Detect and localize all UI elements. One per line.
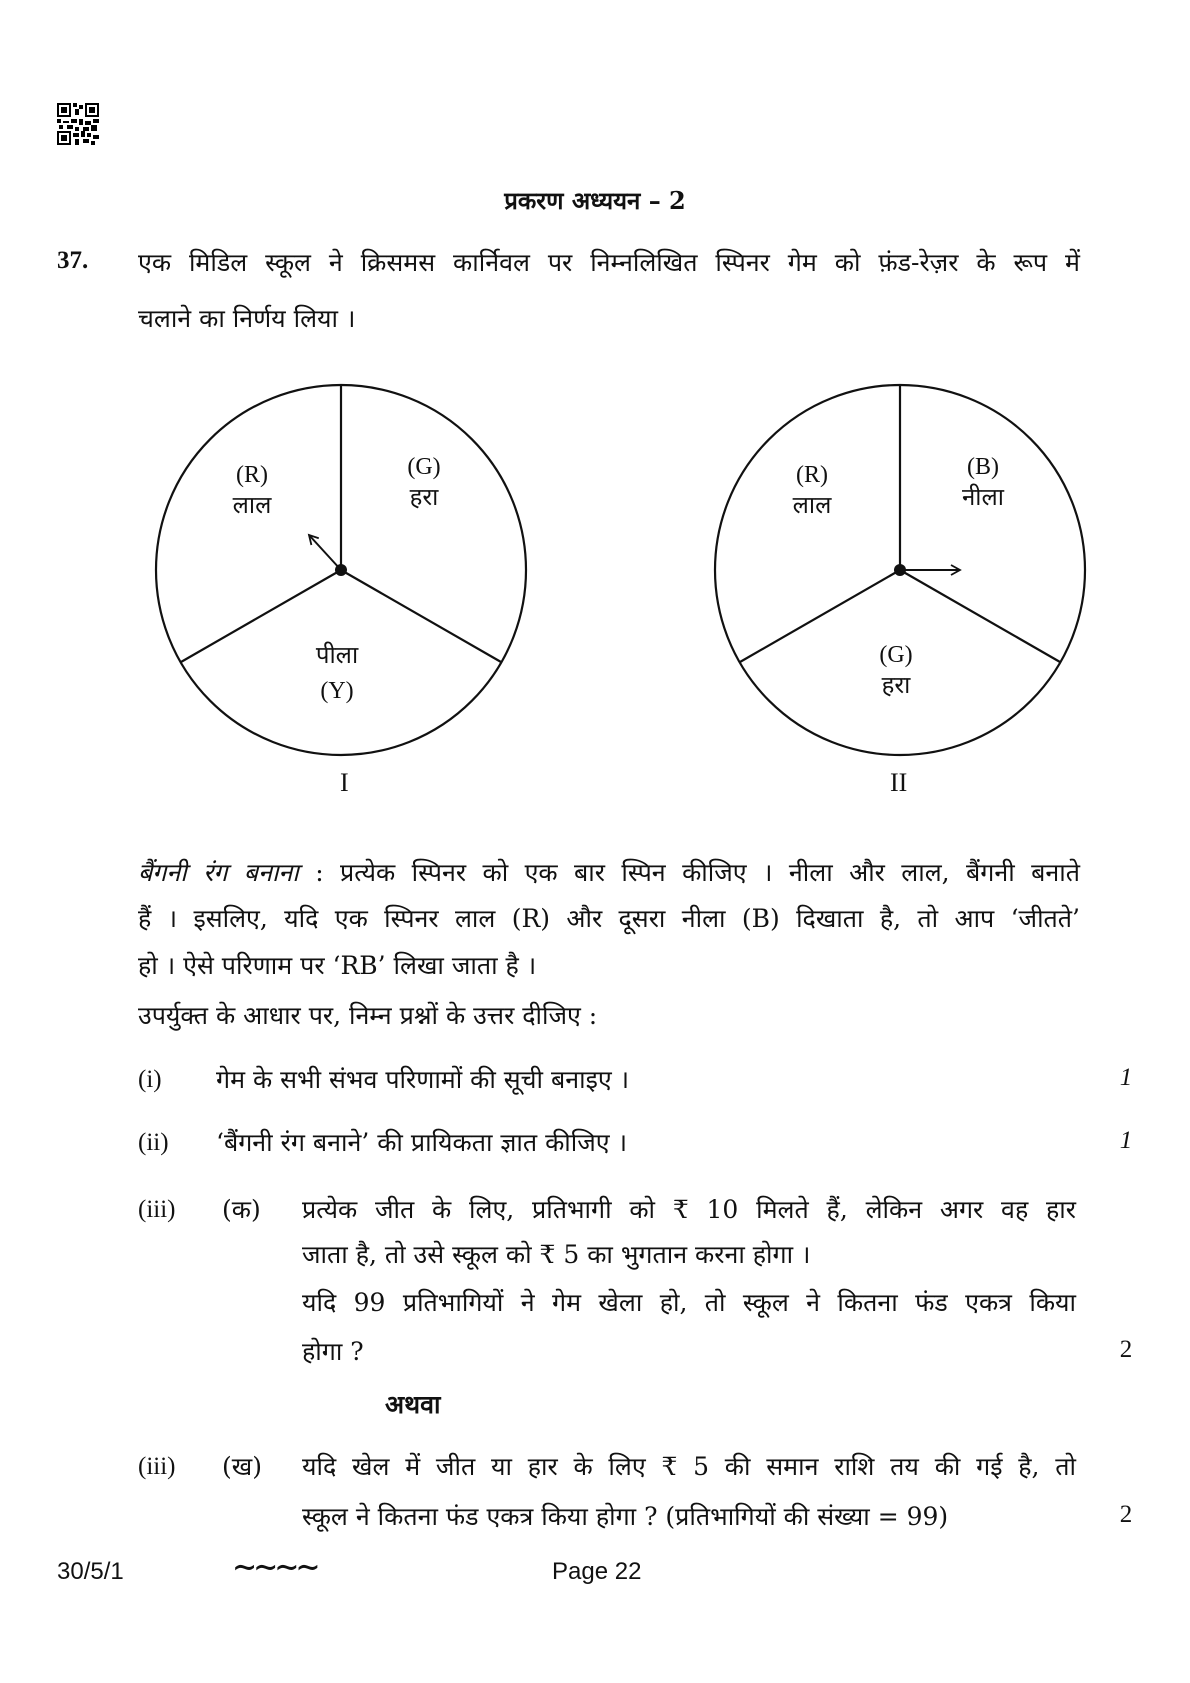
subq-3a-number: (iii) — [138, 1196, 176, 1223]
subq-3a-text-3: यदि 99 प्रतिभागियों ने गेम खेला हो, तो स्कूल ने कितना फंड एकत्र किया — [302, 1288, 1076, 1317]
rules-line-3: हो । ऐसे परिणाम पर ‘RB’ लिखा जाता है । — [138, 951, 537, 980]
spinner-2-sector-green — [856, 640, 936, 700]
or-label: अथवा — [385, 1390, 441, 1419]
subq-3a-sub: (क) — [222, 1195, 261, 1224]
sector-name: लाल — [792, 491, 832, 519]
subq-3a-marks: 2 — [1119, 1336, 1133, 1363]
subq-3b-line-2: स्कूल ने कितना फंड एकत्र किया होगा ? (प्रतिभागियों की संख्या = 99) — [302, 1502, 949, 1531]
subq-1-number: (i) — [138, 1066, 162, 1093]
section-title: प्रकरण अध्ययन – 2 — [504, 186, 686, 215]
subq-3b-sub: (ख) — [222, 1452, 262, 1481]
sector-code: (G) — [879, 642, 913, 668]
sector-name: नीला — [961, 483, 1005, 511]
subq-3b-number: (iii) — [138, 1453, 176, 1480]
question-intro-line-2: चलाने का निर्णय लिया । — [138, 304, 356, 333]
sector-name: हरा — [409, 483, 439, 511]
spinner-1-sector-red — [212, 460, 292, 520]
subq-3b-line-1 — [302, 1451, 1076, 1483]
subq-3a-text-1: प्रत्येक जीत के लिए, प्रतिभागी को ₹ 10 मिलते हैं, लेकिन अगर वह हार — [302, 1195, 1076, 1224]
sector-code: (G) — [407, 454, 441, 480]
spinner-2-sector-blue — [943, 452, 1023, 512]
subq-1-marks: 1 — [1119, 1064, 1133, 1091]
subq-3b-text-1: यदि खेल में जीत या हार के लिए ₹ 5 की समान राशि तय की गई है, तो — [302, 1452, 1076, 1481]
sector-code: (Y) — [320, 678, 354, 704]
subq-2-marks: 1 — [1119, 1127, 1133, 1154]
intro-text-1: एक मिडिल स्कूल ने क्रिसमस कार्निवल पर निम्नलिखित स्पिनर गेम को फ़ंड-रेज़र के रूप में — [138, 248, 1080, 277]
figure-2-label: II — [890, 768, 908, 797]
page-number: Page 22 — [552, 1558, 642, 1585]
subq-2-number: (ii) — [138, 1129, 169, 1156]
spinner-2-sector-red — [772, 460, 852, 520]
subq-3a-line-1 — [302, 1194, 1076, 1226]
subq-3a-line-2: जाता है, तो उसे स्कूल को ₹ 5 का भुगतान करना होगा । — [302, 1240, 811, 1269]
rules-line-2 — [138, 903, 1080, 935]
sector-name: लाल — [232, 491, 272, 519]
sector-name: हरा — [881, 671, 911, 699]
subq-3a-line-3 — [302, 1287, 1076, 1319]
sector-code: (B) — [967, 454, 999, 480]
question-number: 37. — [57, 247, 89, 274]
rules-title: बैंगनी रंग बनाना — [138, 858, 299, 887]
rules-text-2: हैं । इसलिए, यदि एक स्पिनर लाल (R) और दूसरा नीला (B) दिखाता है, तो आप ‘जीतते’ — [138, 904, 1080, 933]
spinner-1-sector-green — [384, 452, 464, 512]
rules-text-1: : प्रत्येक स्पिनर को एक बार स्पिन कीजिए । नीला और लाल, बैंगनी बनाते — [298, 858, 1080, 887]
subq-3b-marks: 2 — [1119, 1501, 1133, 1528]
subq-2-text: ‘बैंगनी रंग बनाने’ की प्रायिकता ज्ञात कीजिए । — [216, 1128, 628, 1157]
subq-3a-line-4: होगा ? — [302, 1337, 364, 1366]
spinner-1-sector-yellow — [297, 640, 377, 706]
spinner-diagrams — [0, 0, 1190, 820]
footer-ornament-icon: ∼∼∼∼ — [232, 1550, 317, 1585]
paper-code: 30/5/1 — [57, 1558, 124, 1585]
rules-line-1 — [138, 857, 1080, 889]
figure-1-label: I — [340, 768, 349, 797]
sector-code: (R) — [796, 462, 828, 488]
instruction: उपर्युक्त के आधार पर, निम्न प्रश्नों के उत्तर दीजिए : — [138, 1001, 598, 1030]
subq-1-text: गेम के सभी संभव परिणामों की सूची बनाइए । — [216, 1065, 630, 1094]
sector-code: (R) — [236, 462, 268, 488]
sector-name: पीला — [315, 641, 359, 669]
